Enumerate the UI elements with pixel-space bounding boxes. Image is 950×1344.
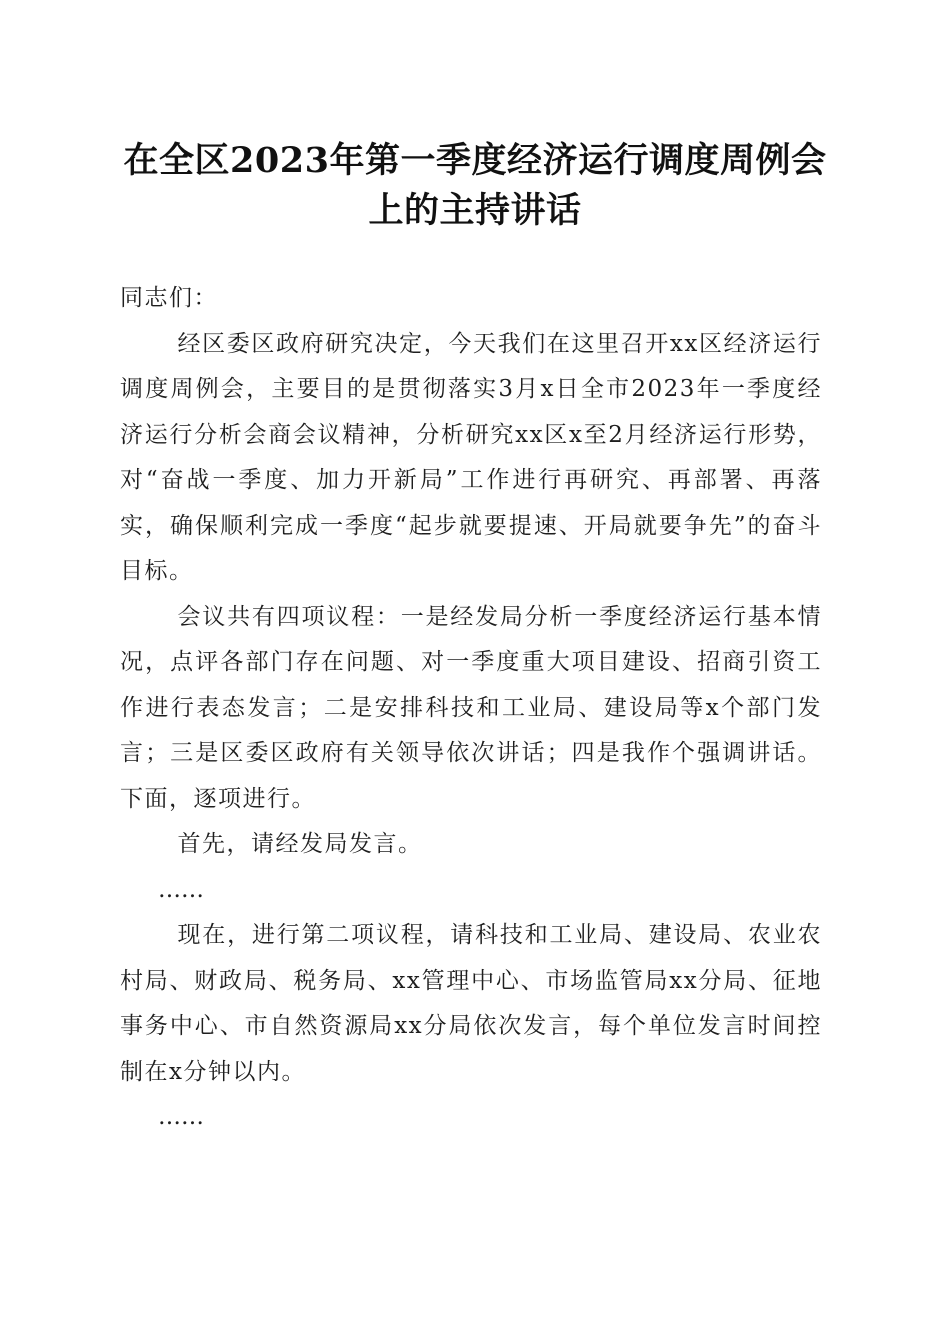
paragraph-agenda: 会议共有四项议程：一是经发局分析一季度经济运行基本情况，点评各部门存在问题、对一季度重大项目建设、招商引资工作进行表态发言；二是安排科技和工业局、建设局等x个部门发言；三是区委区政府有关领导依次讲话；四是我作个强调讲话。下面，逐项进行。 [120, 603, 822, 812]
paragraph-first-item: 首先，请经发局发言。 [177, 831, 423, 857]
ellipsis-2: …… [158, 1104, 204, 1130]
ellipsis-1: …… [158, 876, 204, 903]
title-line-1: 在全区2023年第一季度经济运行调度周例会 [123, 140, 827, 181]
title-line-2: 上的主持讲话 [368, 190, 582, 231]
salutation: 同志们： [120, 285, 218, 311]
paragraph-opening: 经区委区政府研究决定，今天我们在这里召开xx区经济运行调度周例会，主要目的是贯彻落实3月x日全市2023年一季度经济运行分析会商会议精神，分析研究xx区x至2月经济运行形势，对“奋战一季度、加力开新局”工作进行再研究、再部署、再落实，确保顺利完成一季度“起步就要提速、开局就要争先”的奋斗目标。 [120, 330, 822, 584]
paragraph-second-item: 现在，进行第二项议程，请科技和工业局、建设局、农业农村局、财政局、税务局、xx管理中心、市场监管局xx分局、征地事务中心、市自然资源局xx分局依次发言，每个单位发言时间控制在x分钟以内。 [120, 922, 822, 1085]
document-body [120, 276, 822, 1141]
document-title [100, 136, 850, 236]
